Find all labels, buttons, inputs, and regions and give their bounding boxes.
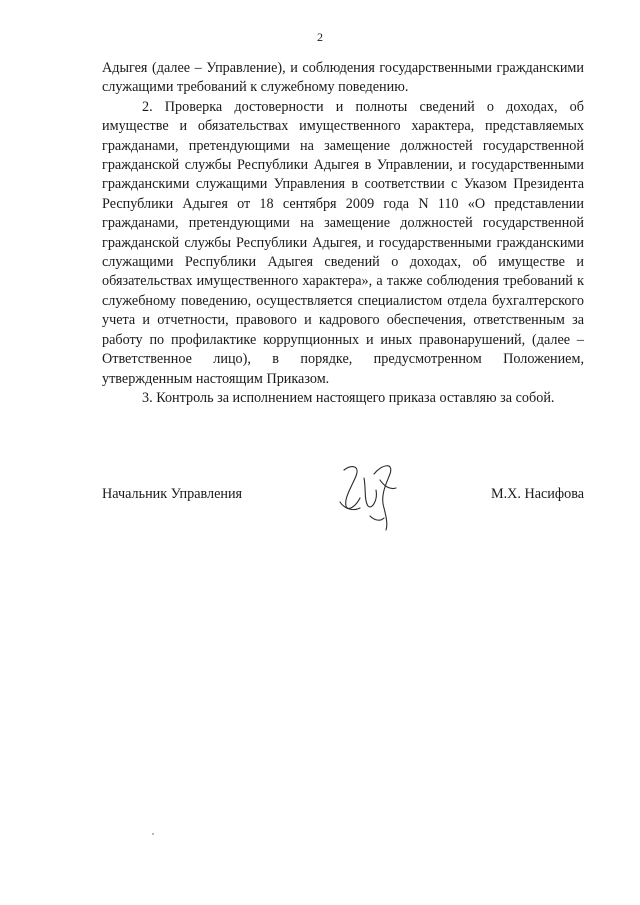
paragraph-continuation: Адыгея (далее – Управление), и соблюдения государственными гражданскими служащими требований к служебному поведению.: [102, 60, 584, 96]
paragraph-3: 3. Контроль за исполнением настоящего приказа оставляю за собой.: [142, 389, 555, 406]
paragraph-2: 2. Проверка достоверности и полноты сведений о доходах, об имуществе и обязательствах имущественного характера, представляемых гражданами, претендующими на замещение должностей государственной гражданской службы Республики Адыгея в Управлении, и государственными гражданскими служащими Управления в соответствии с Указом Президента Республики Адыгея от 18 сентября 2009 года N 110 «О представлении гражданами, претендующими на замещение должностей государственной гражданской службы Республики Адыгея, и государственными гражданскими служащими Республики Адыгея сведений о доходах, об имуществе и обязательствах имущественного характера», а также соблюдения требований к служебному поведению, осуществляется специалистом отдела бухгалтерского учета и отчетности, правового и кадрового обеспечения, ответственным за работу по профилактике коррупционных и иных правонарушений, (далее – Ответственное лицо), в порядке, предусмотренном Положением, утвержденным настоящим Приказом.: [102, 98, 584, 387]
signatory-name: М.Х. Насифова: [490, 486, 584, 502]
signatory-title: Начальник Управления: [102, 486, 243, 502]
handwritten-signature: [330, 456, 410, 536]
scan-speck: [152, 833, 154, 835]
page-number: 2: [317, 30, 323, 44]
document-body: [102, 59, 584, 408]
